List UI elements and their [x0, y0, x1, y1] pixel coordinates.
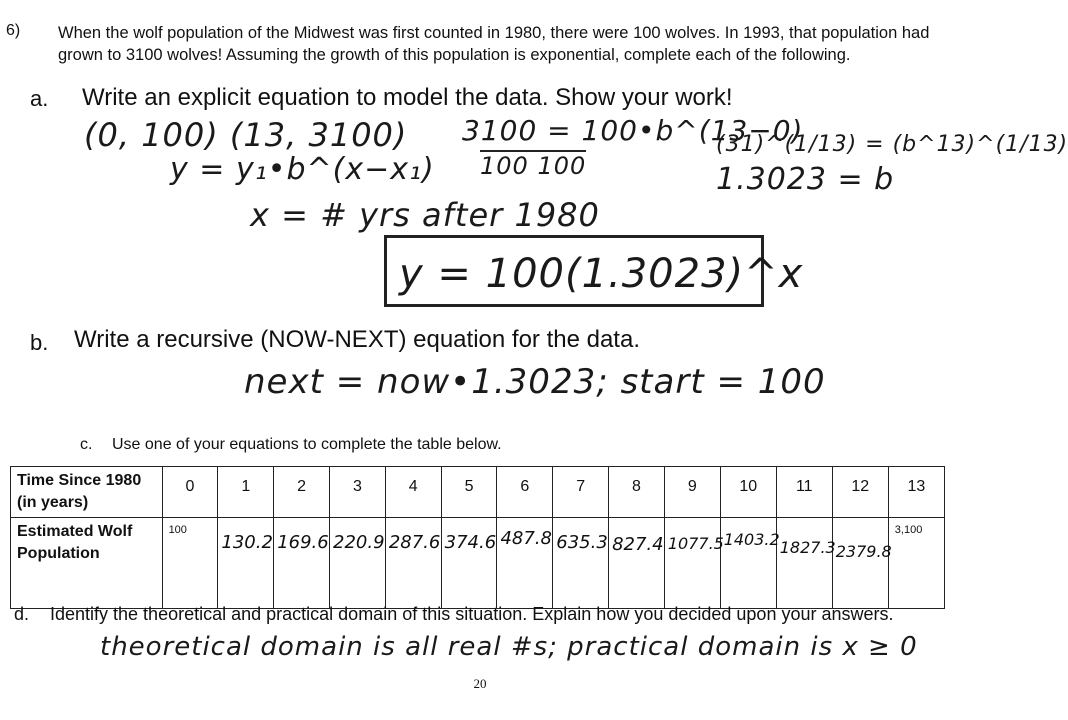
- domain-answer: theoretical domain is all real #s; practical domain is x ≥ 0: [100, 632, 918, 662]
- work-x-definition: x = # yrs after 1980: [250, 196, 600, 234]
- population-cell: [720, 518, 780, 609]
- part-b-text: Write a recursive (NOW-NEXT) equation for the data.: [74, 326, 640, 353]
- population-cell: [218, 518, 274, 609]
- population-cell: [832, 518, 892, 609]
- population-value: 635.3: [556, 532, 608, 553]
- population-value: 100: [168, 524, 187, 536]
- population-value: 2379.8: [835, 542, 892, 561]
- population-cell: [330, 518, 386, 609]
- work-root: (31)^(1/13) = (b^13)^(1/13): [716, 132, 1068, 157]
- part-a-label: a.: [30, 86, 49, 111]
- year-cell: 3: [330, 467, 386, 518]
- part-a-text: Write an explicit equation to model the data. Show your work!: [82, 84, 733, 111]
- year-cell: 12: [832, 467, 888, 518]
- work-points: (0, 100) (13, 3100): [84, 116, 408, 154]
- year-cell: 9: [664, 467, 720, 518]
- population-value: 1403.2: [723, 530, 780, 549]
- year-cell: 7: [553, 467, 609, 518]
- population-cell: [497, 518, 553, 609]
- recursive-equation-answer: next = now•1.3023; start = 100: [244, 362, 826, 402]
- year-cell: 2: [274, 467, 330, 518]
- part-d-text: Identify the theoretical and practical domain of this situation. Explain how you decided upon your answers.: [50, 604, 894, 624]
- table-row-time: [11, 467, 945, 518]
- year-cell: 8: [609, 467, 665, 518]
- population-value: 827.4: [612, 534, 664, 555]
- table-row-population: [11, 518, 945, 609]
- part-c-text: Use one of your equations to complete the table below.: [112, 436, 502, 453]
- population-cell: [274, 518, 330, 609]
- page-number: 20: [473, 676, 487, 691]
- year-cell: 5: [441, 467, 497, 518]
- work-step1-divisor: 100 100: [480, 152, 587, 180]
- year-cell: 1: [218, 467, 274, 518]
- year-cell: 6: [497, 467, 553, 518]
- part-b-label: b.: [30, 330, 49, 355]
- population-cell: [664, 518, 724, 609]
- population-cell: [776, 518, 836, 609]
- population-cell: [553, 518, 609, 609]
- part-d-label: d.: [14, 604, 30, 624]
- population-value: 287.6: [388, 532, 441, 553]
- question-number: 6): [6, 22, 21, 39]
- time-header: Time Since 1980 (in years): [11, 467, 163, 518]
- population-value: 169.6: [277, 532, 329, 553]
- work-b-value: 1.3023 = b: [716, 162, 895, 197]
- part-c-label: c.: [80, 436, 93, 453]
- year-cell: 0: [162, 467, 218, 518]
- population-cell: [609, 518, 665, 609]
- population-cell: [441, 518, 497, 609]
- wolf-population-table: [10, 466, 945, 609]
- question-prompt: When the wolf population of the Midwest was first counted in 1980, there were 100 wolves. In 1993, that population had grown to 3100 wolves! Assuming the growth of this population is exponential, complete each of the following.: [58, 24, 930, 64]
- year-cell: 10: [720, 467, 776, 518]
- population-header: Estimated Wolf Population: [11, 518, 163, 609]
- work-formula: y = y₁•b^(x−x₁): [170, 152, 435, 187]
- population-value: 1827.3: [779, 538, 836, 557]
- year-cell: 4: [385, 467, 441, 518]
- population-cell: [888, 518, 944, 609]
- explicit-equation-answer: y = 100(1.3023)^x: [384, 235, 764, 307]
- population-value: 3,100: [894, 524, 923, 536]
- population-value: 1077.5: [667, 534, 724, 553]
- population-value: 374.6: [444, 532, 497, 553]
- population-value: 487.8: [500, 528, 552, 549]
- year-cell: 11: [776, 467, 832, 518]
- population-value: 130.2: [221, 532, 273, 553]
- work-step1: 3100 = 100•b^(13−0): [462, 114, 804, 147]
- year-cell: 13: [888, 467, 944, 518]
- population-value: 220.9: [333, 532, 385, 553]
- population-cell: [385, 518, 441, 609]
- population-cell: [162, 518, 218, 609]
